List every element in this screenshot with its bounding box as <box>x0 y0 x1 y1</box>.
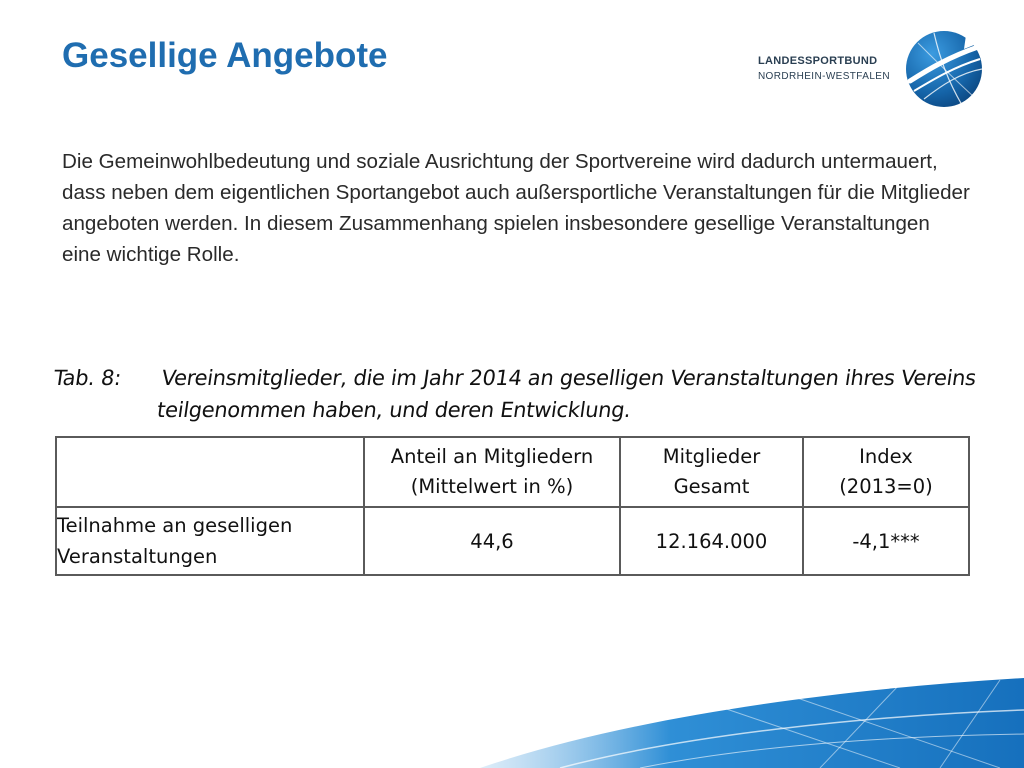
logo-line1: LANDESSPORTBUND <box>757 55 878 67</box>
cell-anteil: 44,6 <box>364 507 620 575</box>
row-label <box>56 507 364 575</box>
intro-paragraph: Die Gemeinwohlbedeutung und soziale Ausrichtung der Sportvereine wird dadurch untermauert, dass neben dem eigentlichen Sportangebot auch außersportliche Veranstaltungen für die Mitglieder angeboten werden. In diesem Zusammenhang spielen insbesondere gesellige Veranstaltungen eine wichtige Rolle. <box>62 150 970 266</box>
header-mitglieder-line1: Mitglieder <box>662 445 761 468</box>
row-label-line2: Veranstaltungen <box>57 545 218 568</box>
table-header-row <box>56 437 969 507</box>
table-label: Tab. 8: <box>52 366 123 390</box>
cell-gesamt: 12.164.000 <box>620 507 803 575</box>
header-mitglieder <box>620 437 803 507</box>
table-row <box>56 507 969 575</box>
header-mitglieder-line2: Gesamt <box>673 475 750 498</box>
logo-line2: NORDRHEIN-WESTFALEN <box>757 71 890 82</box>
header-index <box>803 437 969 507</box>
logo-ball-icon <box>904 29 984 109</box>
row-label-line1: Teilnahme an geselligen <box>57 514 293 537</box>
cell-index: -4,1*** <box>803 507 969 575</box>
header-index-line2: (2013=0) <box>839 475 933 498</box>
header-anteil-line2: (Mittelwert in %) <box>410 475 574 498</box>
logo-text <box>758 54 890 84</box>
header-index-line1: Index <box>859 445 913 468</box>
table-caption <box>47 362 986 426</box>
logo <box>758 28 984 110</box>
header-empty <box>56 437 364 507</box>
decorative-swoosh <box>0 640 1024 768</box>
data-table <box>55 436 970 576</box>
header-anteil-line1: Anteil an Mitgliedern <box>390 445 594 468</box>
page-title: Gesellige Angebote <box>62 36 388 75</box>
header-anteil <box>364 437 620 507</box>
table-caption-text: Vereinsmitglieder, die im Jahr 2014 an geselligen Veranstaltungen ihres Vereins teilgenommen haben, und deren Entwicklung. <box>155 366 978 422</box>
